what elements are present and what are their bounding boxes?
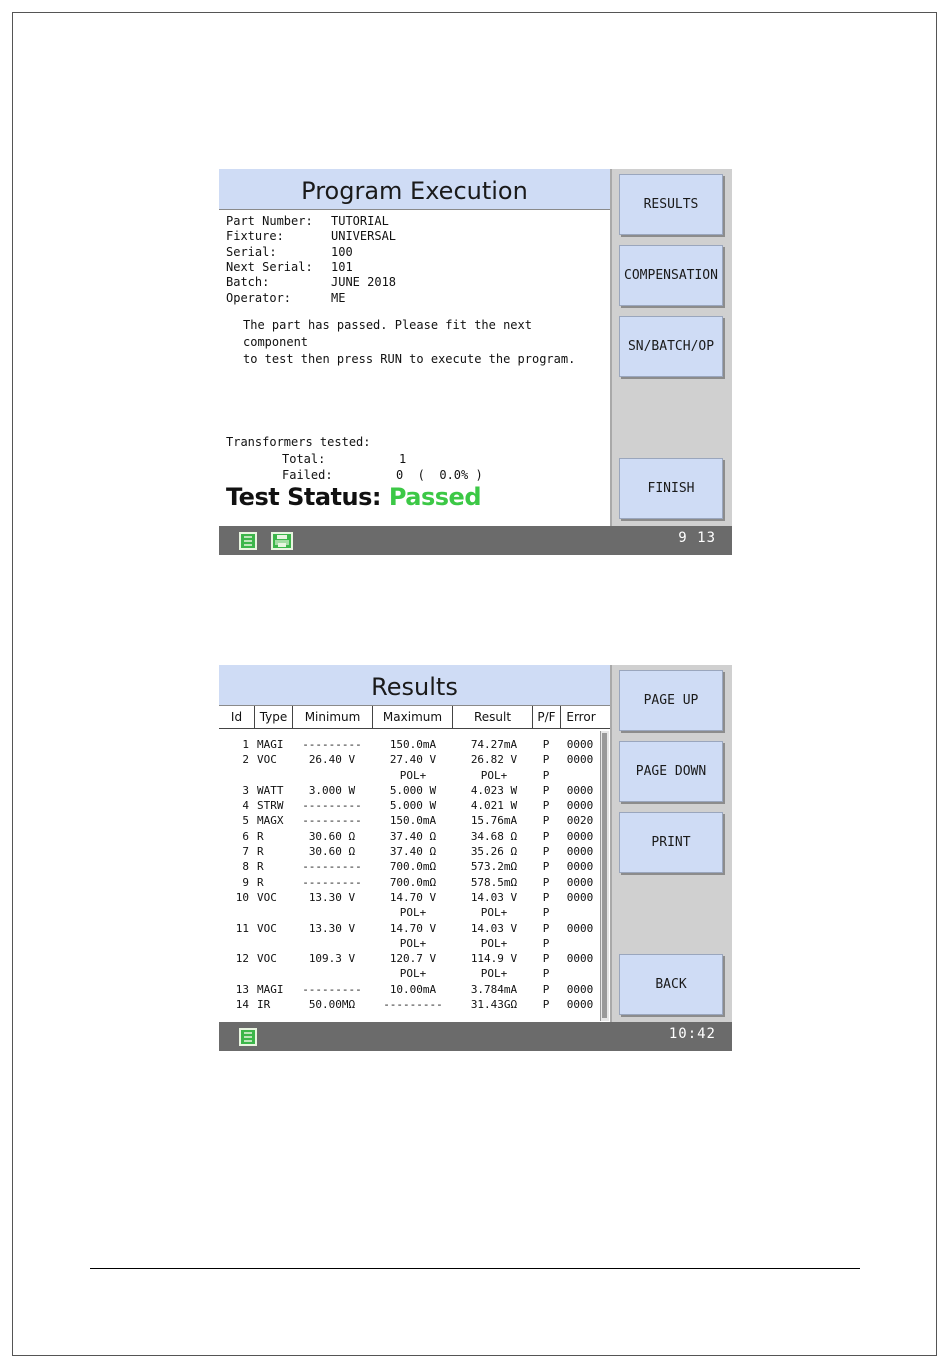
table-row xyxy=(219,752,599,767)
cell-type: R xyxy=(257,875,264,889)
cell-id: 3 xyxy=(242,783,249,797)
fixture-value: UNIVERSAL xyxy=(331,229,397,244)
cell-type: IR xyxy=(257,998,271,1012)
cell-type: MAGI xyxy=(257,982,284,996)
cell-result: 14.03 V xyxy=(470,921,518,935)
cell-id: 2 xyxy=(242,753,249,767)
next-serial-label: Next Serial: xyxy=(226,259,313,274)
cell-min: 50.00MΩ xyxy=(308,998,356,1012)
fixture-label: Fixture: xyxy=(226,229,284,244)
failed-value: 0 ( 0.0% ) xyxy=(396,468,483,482)
cell-pf: P xyxy=(542,998,550,1012)
cell-max: 150.0mA xyxy=(389,814,437,828)
cell-result: 14.03 V xyxy=(470,890,518,904)
cell-min: --------- xyxy=(302,860,362,874)
side-button-panel xyxy=(612,169,732,526)
cell-type: STRW xyxy=(257,799,284,813)
results-table xyxy=(219,737,599,1012)
cell-err: 0000 xyxy=(566,845,594,859)
table-row xyxy=(219,905,599,920)
cell-max: 150.0mA xyxy=(389,738,437,751)
cell-max: POL+ xyxy=(399,768,427,782)
column-header-type: Type xyxy=(255,706,293,728)
cell-pf: P xyxy=(542,982,550,996)
table-row xyxy=(219,829,599,844)
cell-pf: P xyxy=(542,952,550,966)
part-number-value: TUTORIAL xyxy=(331,214,389,228)
scrollbar[interactable] xyxy=(600,731,609,1021)
cell-type: VOC xyxy=(257,921,277,935)
cell-max: 700.0mΩ xyxy=(389,860,437,874)
cell-pf: P xyxy=(542,890,550,904)
cell-id: 8 xyxy=(242,860,249,874)
screen-title: Results xyxy=(219,665,610,706)
notes-icon[interactable] xyxy=(239,532,257,550)
cell-result: 31.43GΩ xyxy=(470,998,518,1012)
cell-max: 5.000 W xyxy=(389,783,437,797)
cell-pf: P xyxy=(542,921,550,935)
cell-pf: P xyxy=(542,768,550,782)
column-header-id: Id xyxy=(219,706,255,728)
cell-min: --------- xyxy=(302,875,362,889)
cell-type: MAGI xyxy=(257,738,284,751)
cell-pf: P xyxy=(542,799,550,813)
back-button[interactable]: BACK xyxy=(619,954,723,1015)
test-status xyxy=(226,483,481,511)
clock: 10:42 xyxy=(668,1026,716,1042)
table-row xyxy=(219,890,599,905)
cell-pf: P xyxy=(542,845,550,859)
cell-max: POL+ xyxy=(399,936,427,950)
total-value: 1 xyxy=(399,452,407,466)
cell-pf: P xyxy=(542,936,550,950)
cell-id: 6 xyxy=(242,829,249,843)
results-screen xyxy=(219,665,732,1051)
cell-pf: P xyxy=(542,738,550,751)
cell-max: 5.000 W xyxy=(389,799,437,813)
cell-min: 3.000 W xyxy=(308,783,356,797)
clock: 9 13 xyxy=(678,530,716,546)
table-row xyxy=(219,936,599,951)
cell-result: POL+ xyxy=(480,967,508,981)
cell-id: 5 xyxy=(242,814,249,828)
cell-result: 15.76mA xyxy=(470,814,518,828)
cell-result: POL+ xyxy=(480,768,508,782)
column-header-error: Error xyxy=(566,710,596,724)
cell-result: 3.784mA xyxy=(470,982,518,996)
cell-min: 26.40 V xyxy=(308,753,356,767)
cell-result: 573.2mΩ xyxy=(470,860,518,874)
cell-type: VOC xyxy=(257,952,277,966)
cell-id: 9 xyxy=(242,875,249,889)
batch-value: JUNE 2018 xyxy=(331,275,397,290)
cell-err: 0000 xyxy=(566,952,594,966)
cell-pf: P xyxy=(542,753,550,767)
test-status-value: Passed xyxy=(388,483,481,511)
cell-min: 30.60 Ω xyxy=(308,829,356,843)
serial-label: Serial: xyxy=(226,244,277,259)
cell-result: 26.82 V xyxy=(470,753,518,767)
table-row xyxy=(219,798,599,813)
status-bar xyxy=(219,1022,732,1051)
cell-err: 0000 xyxy=(566,783,594,797)
status-bar xyxy=(219,526,732,555)
total-label: Total: xyxy=(282,452,326,466)
table-row xyxy=(219,859,599,874)
cell-err: 0000 xyxy=(566,799,594,813)
cell-pf: P xyxy=(542,860,550,874)
failed-label: Failed: xyxy=(282,468,333,482)
cell-max: --------- xyxy=(383,998,443,1012)
table-row xyxy=(219,813,599,828)
cell-max: 700.0mΩ xyxy=(389,875,437,889)
operator-label: Operator: xyxy=(226,290,292,305)
part-info xyxy=(219,214,609,309)
column-header-maximum: Maximum xyxy=(373,706,453,728)
message-line: The part has passed. Please fit the next component xyxy=(243,318,532,349)
cell-min: 30.60 Ω xyxy=(308,845,356,859)
cell-id: 1 xyxy=(242,738,249,751)
scroll-thumb[interactable] xyxy=(602,733,607,1018)
cell-err: 0000 xyxy=(566,753,594,767)
cell-result: 74.27mA xyxy=(470,738,518,751)
part-number-label: Part Number: xyxy=(226,214,313,228)
table-row xyxy=(219,875,599,890)
cell-max: POL+ xyxy=(399,967,427,981)
tested-label: Transformers tested: xyxy=(226,435,371,449)
cell-err: 0020 xyxy=(566,814,594,828)
table-row xyxy=(219,982,599,997)
cell-result: 35.26 Ω xyxy=(470,845,518,859)
sn-batch-op-button[interactable]: SN/BATCH/OP xyxy=(619,316,723,377)
cell-id: 11 xyxy=(235,921,249,935)
cell-err: 0000 xyxy=(566,921,594,935)
cell-pf: P xyxy=(542,967,550,981)
next-serial-value: 101 xyxy=(331,259,353,274)
cell-pf: P xyxy=(542,814,550,828)
column-header-result: Result xyxy=(453,706,533,728)
cell-max: 27.40 V xyxy=(389,753,437,767)
cell-result: POL+ xyxy=(480,906,508,920)
footer-rule xyxy=(90,1268,860,1269)
cell-min: 13.30 V xyxy=(308,890,356,904)
column-header-minimum: Minimum xyxy=(293,706,373,728)
program-execution-screen xyxy=(219,169,732,555)
cell-err: 0000 xyxy=(566,860,594,874)
main-panel xyxy=(219,169,612,526)
cell-id: 7 xyxy=(242,845,249,859)
table-row xyxy=(219,951,599,966)
serial-value: 100 xyxy=(331,244,353,259)
table-row xyxy=(219,768,599,783)
message-line: to test then press RUN to execute the program. xyxy=(243,352,576,366)
cell-err: 0000 xyxy=(566,890,594,904)
column-header-pf: P/F xyxy=(533,706,561,728)
batch-label: Batch: xyxy=(226,275,270,290)
operator-value: ME xyxy=(331,290,346,305)
print-button[interactable]: PRINT xyxy=(619,812,723,873)
printer-icon[interactable] xyxy=(271,532,293,550)
cell-max: 120.7 V xyxy=(389,952,437,966)
cell-result: 4.021 W xyxy=(470,799,518,813)
table-row xyxy=(219,966,599,981)
cell-type: VOC xyxy=(257,890,277,904)
cell-max: POL+ xyxy=(399,906,427,920)
cell-err: 0000 xyxy=(566,875,594,889)
cell-id: 10 xyxy=(235,890,249,904)
main-panel xyxy=(219,665,612,1022)
cell-err: 0000 xyxy=(566,982,594,996)
cell-type: WATT xyxy=(257,783,284,797)
cell-result: POL+ xyxy=(480,936,508,950)
cell-min: 13.30 V xyxy=(308,921,356,935)
cell-type: R xyxy=(257,845,264,859)
compensation-button[interactable]: COMPENSATION xyxy=(619,245,723,306)
cell-type: VOC xyxy=(257,753,277,767)
cell-result: 578.5mΩ xyxy=(470,875,518,889)
cell-result: 114.9 V xyxy=(470,952,518,966)
cell-id: 12 xyxy=(235,952,249,966)
cell-pf: P xyxy=(542,906,550,920)
cell-min: 109.3 V xyxy=(308,952,356,966)
cell-min: --------- xyxy=(302,814,362,828)
cell-max: 10.00mA xyxy=(389,982,437,996)
cell-min: --------- xyxy=(302,982,362,996)
table-row xyxy=(219,997,599,1012)
cell-id: 13 xyxy=(235,982,249,996)
cell-err: 0000 xyxy=(566,829,594,843)
cell-min: --------- xyxy=(302,738,362,751)
cell-pf: P xyxy=(542,783,550,797)
cell-type: R xyxy=(257,829,264,843)
finish-button[interactable]: FINISH xyxy=(619,458,723,519)
page-down-button[interactable]: PAGE DOWN xyxy=(619,741,723,802)
table-header xyxy=(219,706,610,729)
cell-pf: P xyxy=(542,829,550,843)
cell-result: 4.023 W xyxy=(470,783,518,797)
cell-id: 4 xyxy=(242,799,249,813)
cell-type: MAGX xyxy=(257,814,284,828)
cell-result: 34.68 Ω xyxy=(470,829,518,843)
screen-title: Program Execution xyxy=(219,169,610,210)
page-up-button[interactable]: PAGE UP xyxy=(619,670,723,731)
cell-min: --------- xyxy=(302,799,362,813)
table-row xyxy=(219,783,599,798)
cell-max: 37.40 Ω xyxy=(389,845,437,859)
cell-type: R xyxy=(257,860,264,874)
status-message xyxy=(243,317,603,368)
cell-max: 37.40 Ω xyxy=(389,829,437,843)
cell-err: 0000 xyxy=(566,998,594,1012)
table-row xyxy=(219,921,599,936)
cell-err: 0000 xyxy=(566,738,594,751)
cell-max: 14.70 V xyxy=(389,921,437,935)
test-status-label: Test Status: xyxy=(226,483,381,511)
results-button[interactable]: RESULTS xyxy=(619,174,723,235)
notes-icon[interactable] xyxy=(239,1028,257,1046)
side-button-panel xyxy=(612,665,732,1022)
table-row xyxy=(219,737,599,752)
cell-max: 14.70 V xyxy=(389,890,437,904)
table-row xyxy=(219,844,599,859)
cell-pf: P xyxy=(542,875,550,889)
cell-id: 14 xyxy=(235,998,249,1012)
